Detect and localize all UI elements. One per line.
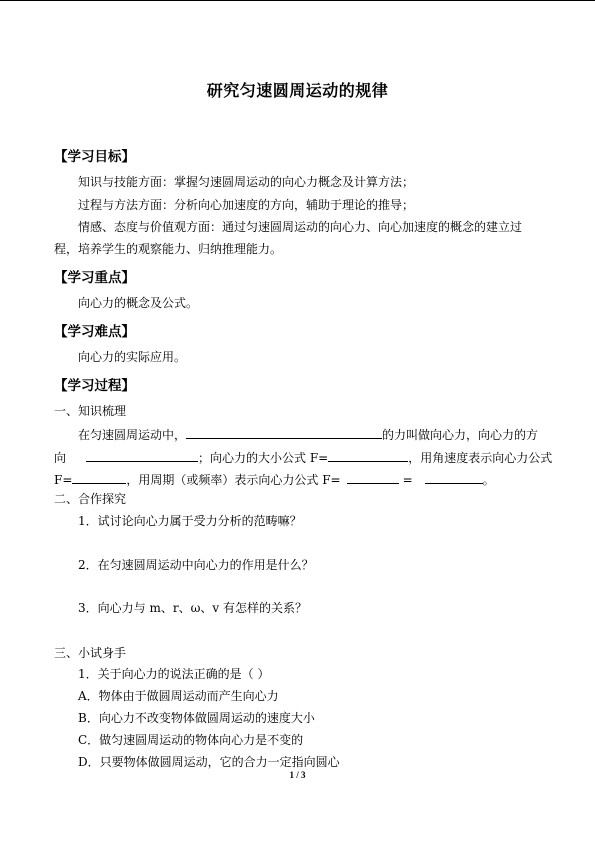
fill-text-2a: 向 xyxy=(54,451,67,465)
difficult-point-line: 向心力的实际应用。 xyxy=(78,350,187,364)
goal-line-2: 过程与方法方面：分析向心加速度的方向，辅助于理论的推导； xyxy=(78,198,415,212)
blank-direction[interactable] xyxy=(86,449,198,462)
blank-period-formula[interactable] xyxy=(347,471,399,484)
heading-key-points: 【学习重点】 xyxy=(54,270,135,286)
fill-text-3a: F= xyxy=(54,473,73,487)
goal-line-1: 知识与技能方面：掌握匀速圆周运动的向心力概念及计算方法； xyxy=(78,175,415,189)
fill-line-2 xyxy=(54,449,552,465)
fill-text-3c: = xyxy=(402,473,413,487)
goal-line-3: 情感、态度与价值观方面：通过匀速圆周运动的向心力、向心加速度的概念的建立过 xyxy=(78,220,523,234)
fill-line-3 xyxy=(54,471,495,487)
fill-text-1b: 的力叫做向心力，向心力的方 xyxy=(382,428,539,442)
blank-definition[interactable] xyxy=(186,426,382,439)
discussion-question-2: 2．在匀速圆周运动中向心力的作用是什么？ xyxy=(78,558,314,572)
fill-line-1 xyxy=(78,426,538,442)
blank-frequency-formula[interactable] xyxy=(425,471,483,484)
key-point-line: 向心力的概念及公式。 xyxy=(78,296,199,310)
goal-line-4: 程，培养学生的观察能力、归纳推理能力。 xyxy=(54,242,283,256)
fill-text-3d: 。 xyxy=(482,473,495,487)
quiz-option-c: C．做匀速圆周运动的物体向心力是不变的 xyxy=(78,733,304,747)
part2-title: 二、合作探究 xyxy=(54,492,127,506)
discussion-question-1: 1．试讨论向心力属于受力分析的范畴嘛？ xyxy=(78,514,302,528)
page-title: 研究匀速圆周运动的规律 xyxy=(206,81,389,100)
page-number: 1 / 3 xyxy=(289,770,306,780)
discussion-question-3: 3．向心力与 m、r、ω、v 有怎样的关系？ xyxy=(78,601,307,615)
fill-text-2c: ，用角速度表示向心力公式 xyxy=(408,451,553,465)
heading-learning-process: 【学习过程】 xyxy=(54,378,135,394)
quiz-option-a: A．物体由于做圆周运动而产生向心力 xyxy=(78,689,279,703)
fill-text-2b: ；向心力的大小公式 F= xyxy=(198,451,329,465)
blank-angular-formula[interactable] xyxy=(72,471,126,484)
fill-text-1a: 在匀速圆周运动中， xyxy=(78,428,187,442)
part3-title: 三、小试身手 xyxy=(54,646,127,660)
blank-force-formula[interactable] xyxy=(328,449,408,462)
fill-text-3b: ，用周期（或频率）表示向心力公式 F= xyxy=(126,473,341,487)
top-border-line xyxy=(0,0,595,1)
quiz-option-b: B．向心力不改变物体做圆周运动的速度大小 xyxy=(78,711,315,725)
heading-learning-goals: 【学习目标】 xyxy=(54,149,135,165)
heading-difficult-points: 【学习难点】 xyxy=(54,324,135,340)
part1-title: 一、知识梳理 xyxy=(54,404,127,418)
quiz-option-d: D．只要物体做圆周运动，它的合力一定指向圆心 xyxy=(78,755,340,769)
quiz-question-1: 1．关于向心力的说法正确的是（ ） xyxy=(78,667,270,681)
